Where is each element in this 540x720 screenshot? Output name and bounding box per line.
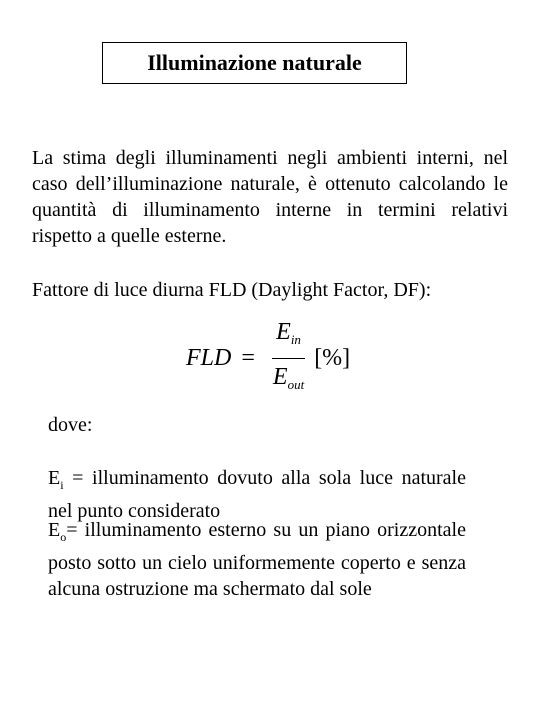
denominator-subscript: out — [287, 376, 305, 392]
definition-ei-symbol: E — [48, 467, 61, 489]
formula-lhs: FLD — [186, 344, 232, 371]
slide-title-text: Illuminazione naturale — [147, 50, 362, 75]
fld-formula — [186, 318, 351, 394]
definition-ei-subscript: i — [60, 478, 64, 492]
numerator-symbol: E — [276, 318, 291, 345]
formula-numerator — [272, 317, 305, 359]
definition-eo-symbol: E — [48, 519, 61, 541]
fld-label: Fattore di luce diurna FLD (Daylight Factor, DF): — [32, 279, 432, 301]
definition-eo-text: = illuminamento esterno su un piano orizzontale posto sotto un cielo uniformemente coperto e senza alcuna ostruzione ma schermato dal sole — [48, 519, 466, 600]
slide-title — [102, 42, 407, 84]
formula-fraction — [269, 317, 308, 400]
formula-unit: [%] — [314, 344, 351, 371]
intro-paragraph: La stima degli illuminamenti negli ambienti interni, nel caso dell’illuminazione naturale, è ottenuto calcolando le quantità di illuminamento interne in termini relativi rispetto a quelle esterne. — [32, 147, 508, 247]
definition-eo — [48, 517, 466, 602]
definition-ei-text: = illuminamento dovuto alla sola luce naturale nel punto considerato — [48, 467, 466, 522]
denominator-symbol: E — [272, 363, 288, 390]
formula-equals: = — [241, 344, 255, 371]
definition-eo-subscript: o — [60, 530, 67, 544]
dove-label: dove: — [48, 414, 93, 436]
numerator-subscript: in — [290, 331, 301, 347]
definition-ei — [48, 465, 466, 524]
formula-denominator — [269, 359, 308, 400]
